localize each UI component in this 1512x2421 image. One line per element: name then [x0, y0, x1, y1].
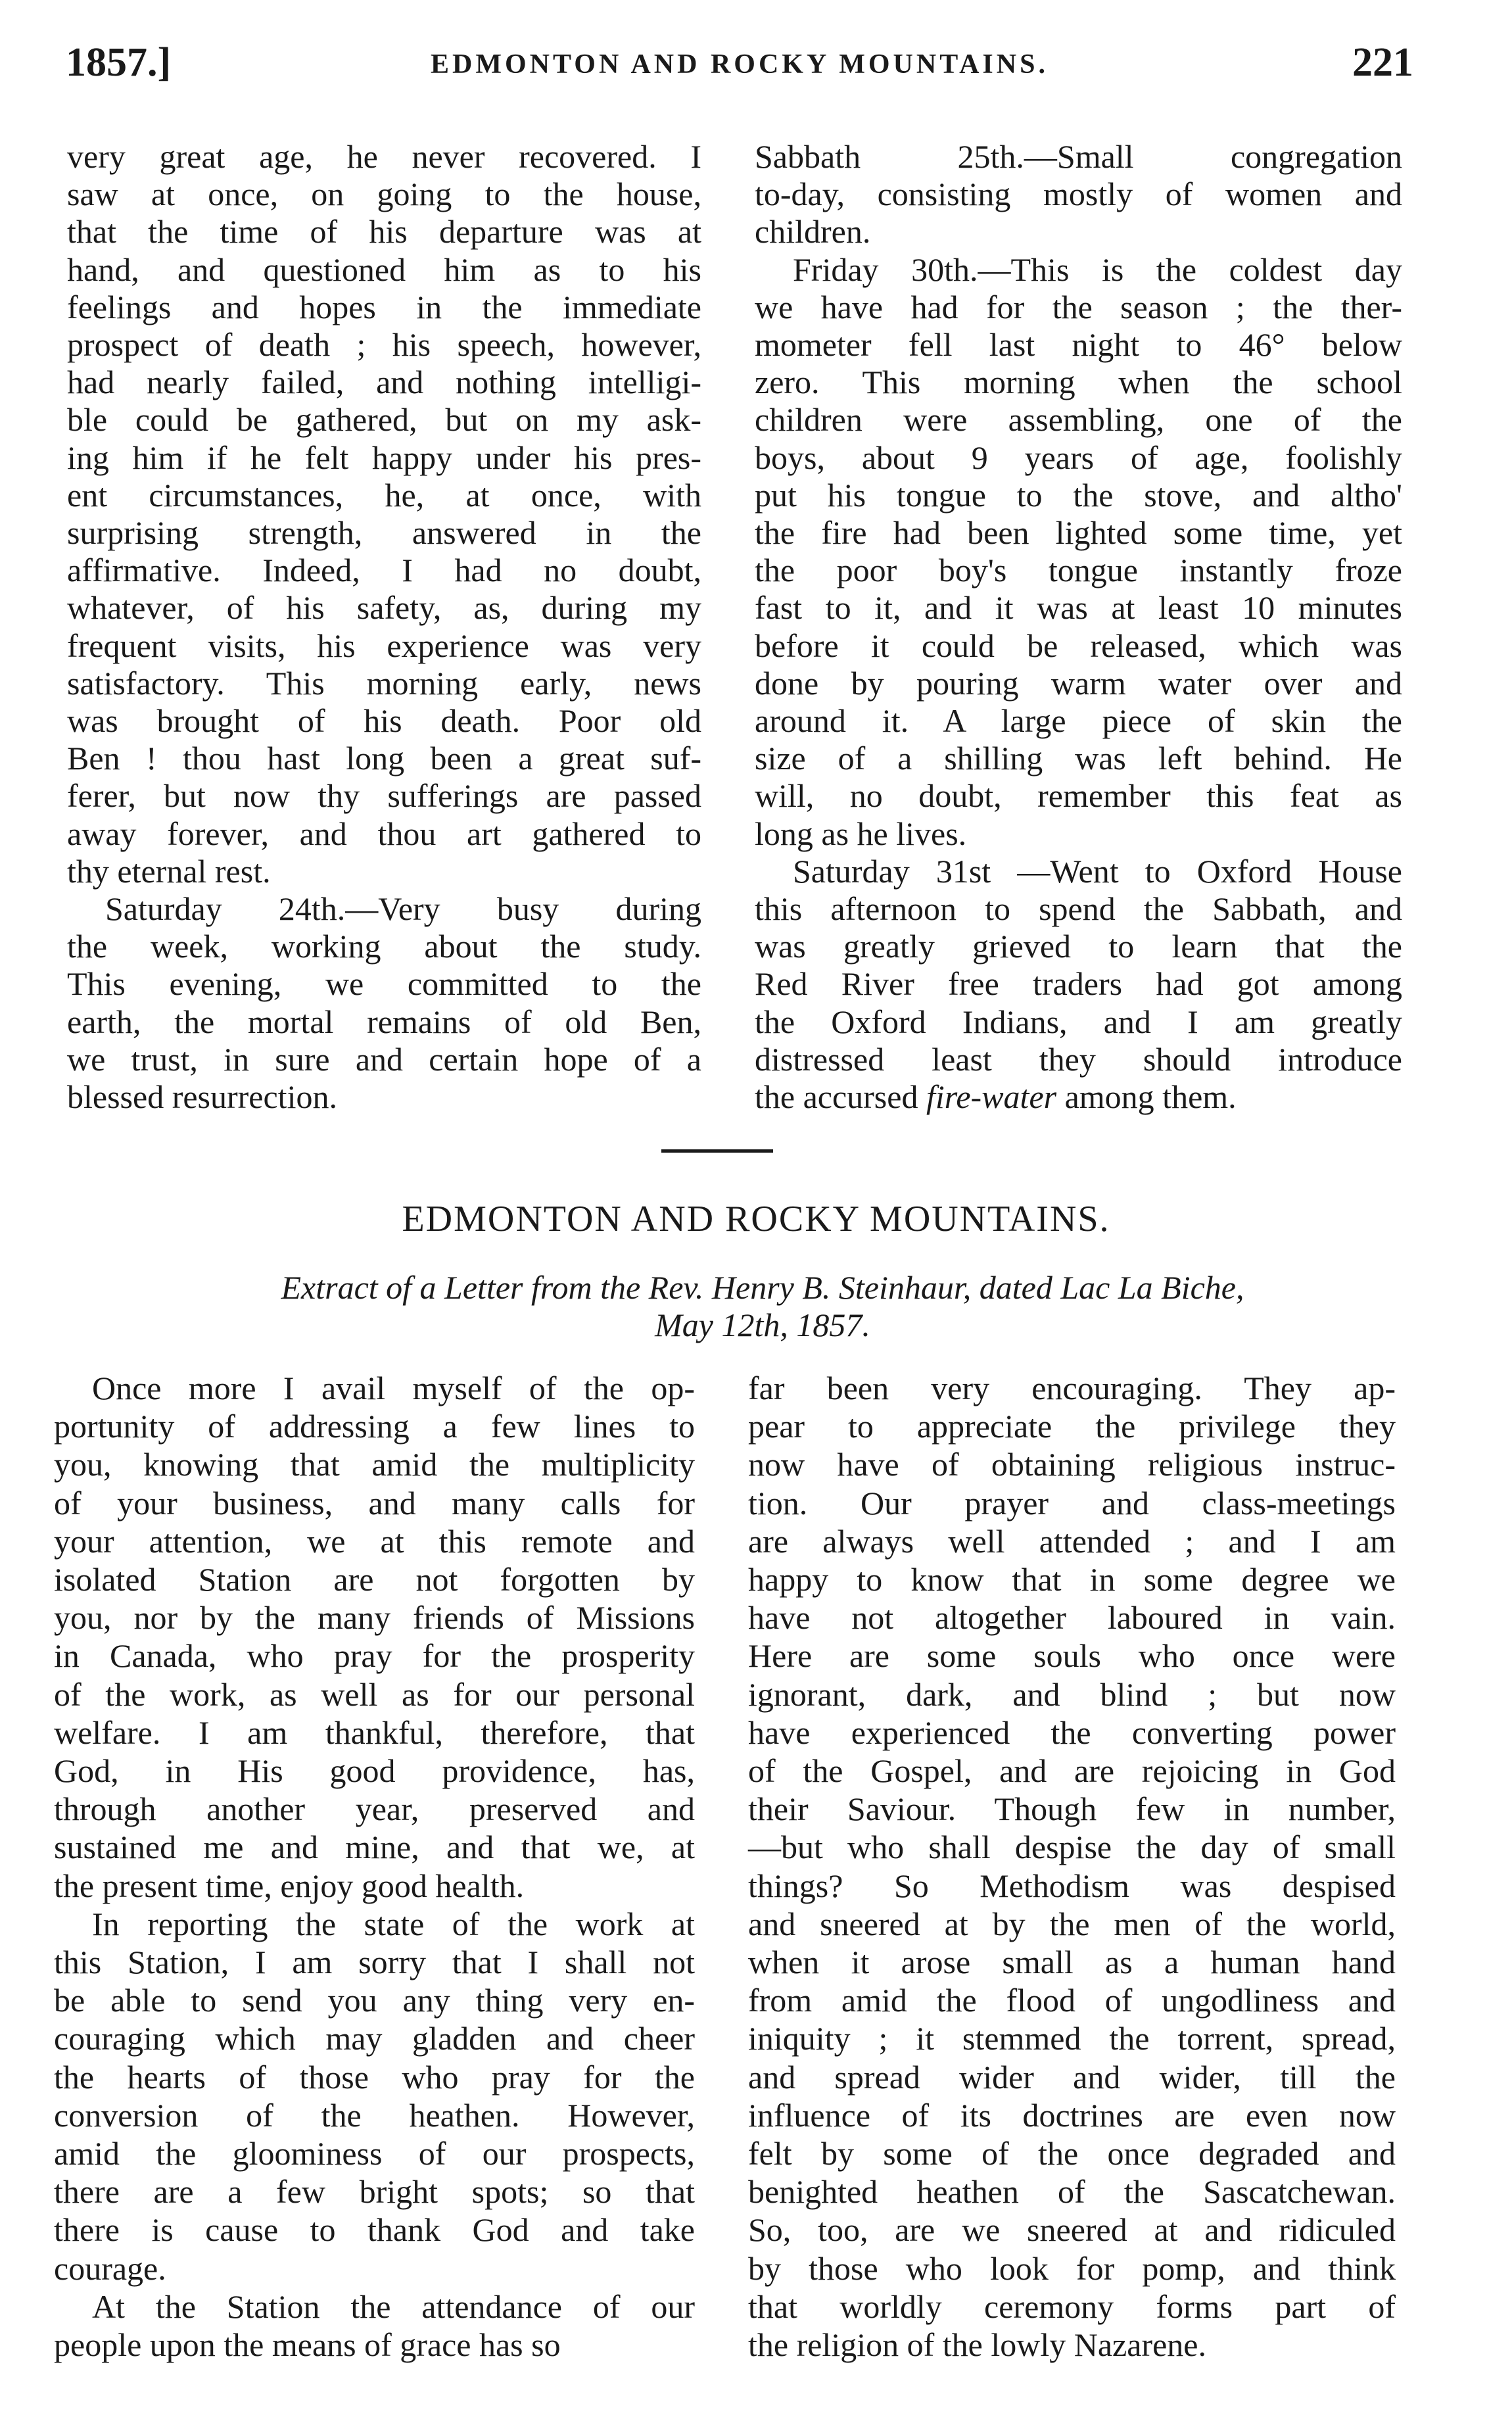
text-line: the Oxford Indians, and I am greatly: [755, 1003, 1402, 1040]
text-line: far been very encouraging. They ap-: [748, 1370, 1396, 1406]
text-line: Saturday 24th.—Very busy during: [105, 890, 701, 928]
text-line: have experienced the converting power: [748, 1714, 1396, 1751]
text-line: people upon the means of grace has so: [54, 2326, 561, 2364]
text-line: children were assembling, one of the: [755, 401, 1402, 439]
text-line: by those who look for pomp, and think: [748, 2249, 1396, 2287]
header-year: 1857.]: [66, 40, 172, 85]
text-line: was greatly grieved to learn that the: [755, 928, 1402, 965]
header-running-title: EDMONTON AND ROCKY MOUNTAINS.: [431, 49, 1049, 80]
text-line: —but who shall despise the day of small: [748, 1829, 1396, 1866]
text-line: satisfactory. This morning early, news: [67, 664, 701, 702]
text-line: we have had for the season ; the ther-: [755, 288, 1402, 325]
text-line: So, too, are we sneered at and ridiculed: [748, 2211, 1396, 2249]
text-line: Once more I avail myself of the op-: [92, 1370, 695, 1406]
text-line: thy eternal rest.: [67, 852, 271, 890]
text-line: the fire had been lighted some time, yet: [755, 514, 1402, 552]
text-line: distressed least they should introduce: [755, 1040, 1402, 1078]
text-line: prospect of death ; his speech, however,: [67, 326, 701, 364]
section-divider: [661, 1149, 773, 1153]
text-line: feelings and hopes in the immediate: [67, 288, 701, 325]
text-line: affirmative. Indeed, I had no doubt,: [67, 552, 701, 589]
text-line: the hearts of those who pray for the: [54, 2058, 695, 2096]
subtitle-line-2: May 12th, 1857.: [655, 1306, 870, 1343]
text-line: through another year, preserved and: [54, 1790, 695, 1828]
text-line: before it could be released, which was: [755, 627, 1402, 664]
text-line: amid the gloominess of our prospects,: [54, 2135, 695, 2172]
text-line: the religion of the lowly Nazarene.: [748, 2326, 1206, 2364]
text-line: whatever, of his safety, as, during my: [67, 589, 701, 627]
text-line: blessed resurrection.: [67, 1078, 337, 1116]
text-line: fast to it, and it was at least 10 minutes: [755, 589, 1402, 627]
text-line: we trust, in sure and certain hope of a: [67, 1040, 701, 1078]
text-line: will, no doubt, remember this feat as: [755, 777, 1402, 815]
text-line: their Saviour. Though few in number,: [748, 1790, 1396, 1828]
text-line: frequent visits, his experience was very: [67, 627, 701, 664]
running-header: [66, 39, 1413, 99]
text-line: Here are some souls who once were: [748, 1637, 1396, 1675]
text-line: put his tongue to the stove, and altho': [755, 476, 1402, 514]
text-line: of the Gospel, and are rejoicing in God: [748, 1752, 1396, 1790]
text-line: iniquity ; it stemmed the torrent, spread,: [748, 2020, 1396, 2057]
text-line: earth, the mortal remains of old Ben,: [67, 1003, 701, 1040]
text-line: ignorant, dark, and blind ; but now: [748, 1675, 1396, 1713]
text-fragment: among them.: [1056, 1078, 1237, 1116]
text-line: and sneered at by the men of the world,: [748, 1905, 1396, 1942]
text-line: long as he lives.: [755, 815, 967, 852]
text-line: portunity of addressing a few lines to: [54, 1408, 695, 1445]
text-line: this afternoon to spend the Sabbath, and: [755, 890, 1402, 928]
text-line: tion. Our prayer and class-meetings: [748, 1484, 1396, 1522]
text-line: things? So Methodism was despised: [748, 1867, 1396, 1904]
text-line: of your business, and many calls for: [54, 1484, 695, 1522]
text-line: courage.: [54, 2249, 166, 2287]
text-line: couraging which may gladden and cheer: [54, 2020, 695, 2057]
subtitle-line-1: Extract of a Letter from the Rev. Henry B. Steinhaur, dated Lac La Biche,: [281, 1269, 1244, 1306]
text-line: you, nor by the many friends of Missions: [54, 1599, 695, 1637]
text-line: happy to know that in some degree we: [748, 1561, 1396, 1598]
text-line: surprising strength, answered in the: [67, 514, 701, 552]
text-line: to-day, consisting mostly of women and: [755, 176, 1402, 213]
text-line: At the Station the attendance of our: [92, 2288, 695, 2325]
text-line: now have of obtaining religious instruc-: [748, 1446, 1396, 1483]
text-line: sustained me and mine, and that we, at: [54, 1829, 695, 1866]
text-line: the accursed fire-water among them.: [755, 1078, 1237, 1116]
text-line: children.: [755, 213, 871, 251]
section-subtitle: [118, 1269, 1407, 1344]
text-line: ferer, but now thy sufferings are passed: [67, 777, 701, 815]
text-line: away forever, and thou art gathered to: [67, 815, 701, 852]
text-line: of the work, as well as for our personal: [54, 1675, 695, 1713]
text-line: there is cause to thank God and take: [54, 2211, 695, 2249]
text-line: that the time of his departure was at: [67, 213, 701, 251]
text-line: size of a shilling was left behind. He: [755, 740, 1402, 777]
text-line: felt by some of the once degraded and: [748, 2135, 1396, 2172]
text-line: ing him if he felt happy under his pres-: [67, 439, 701, 476]
text-line: are always well attended ; and I am: [748, 1522, 1396, 1560]
text-line: This evening, we committed to the: [67, 965, 701, 1003]
top-left-column: [67, 138, 701, 1116]
text-line: God, in His good providence, has,: [54, 1752, 695, 1790]
text-line: was brought of his death. Poor old: [67, 702, 701, 740]
top-right-column: [755, 138, 1402, 1116]
text-line: benighted heathen of the Sascatchewan.: [748, 2173, 1396, 2211]
text-line: have not altogether laboured in vain.: [748, 1599, 1396, 1637]
text-line: conversion of the heathen. However,: [54, 2096, 695, 2134]
bottom-right-column: [748, 1369, 1396, 2364]
text-line: had nearly failed, and nothing intelligi-: [67, 364, 701, 401]
text-line: welfare. I am thankful, therefore, that: [54, 1714, 695, 1751]
text-line: Saturday 31st —Went to Oxford House: [793, 852, 1402, 890]
text-line: that worldly ceremony forms part of: [748, 2288, 1396, 2325]
text-line: there are a few bright spots; so that: [54, 2173, 695, 2211]
text-line: done by pouring warm water over and: [755, 664, 1402, 702]
text-line: hand, and questioned him as to his: [67, 251, 701, 288]
text-line: Red River free traders had got among: [755, 965, 1402, 1003]
text-line: in Canada, who pray for the prosperity: [54, 1637, 695, 1675]
section-title: EDMONTON AND ROCKY MOUNTAINS.: [402, 1199, 1110, 1239]
text-line: the week, working about the study.: [67, 928, 701, 965]
text-line: isolated Station are not forgotten by: [54, 1561, 695, 1598]
text-line: you, knowing that amid the multiplicity: [54, 1446, 695, 1483]
text-line: saw at once, on going to the house,: [67, 176, 701, 213]
bottom-left-column: [54, 1369, 695, 2364]
text-line: the present time, enjoy good health.: [54, 1867, 525, 1904]
text-line: influence of its doctrines are even now: [748, 2096, 1396, 2134]
text-line: ble could be gathered, but on my ask-: [67, 401, 701, 439]
page-number: 221: [1352, 40, 1413, 85]
text-line: when it arose small as a human hand: [748, 1944, 1396, 1981]
text-line: pear to appreciate the privilege they: [748, 1408, 1396, 1445]
text-line: very great age, he never recovered. I: [67, 138, 701, 175]
text-line: Friday 30th.—This is the coldest day: [793, 251, 1402, 288]
text-line: the poor boy's tongue instantly froze: [755, 552, 1402, 589]
text-line: your attention, we at this remote and: [54, 1522, 695, 1560]
text-line: In reporting the state of the work at: [92, 1905, 695, 1942]
text-line: Ben ! thou hast long been a great suf-: [67, 740, 701, 777]
text-line: zero. This morning when the school: [755, 364, 1402, 401]
text-line: boys, about 9 years of age, foolishly: [755, 439, 1402, 476]
text-line: and spread wider and wider, till the: [748, 2058, 1396, 2096]
text-line: from amid the flood of ungodliness and: [748, 1982, 1396, 2019]
text-line: be able to send you any thing very en-: [54, 1982, 695, 2019]
text-line: this Station, I am sorry that I shall not: [54, 1944, 695, 1981]
text-line: Sabbath 25th.—Small congregation: [755, 138, 1402, 175]
text-line: ent circumstances, he, at once, with: [67, 476, 701, 514]
italic-term: fire-water: [926, 1078, 1057, 1116]
text-line: around it. A large piece of skin the: [755, 702, 1402, 740]
text-line: mometer fell last night to 46° below: [755, 326, 1402, 364]
